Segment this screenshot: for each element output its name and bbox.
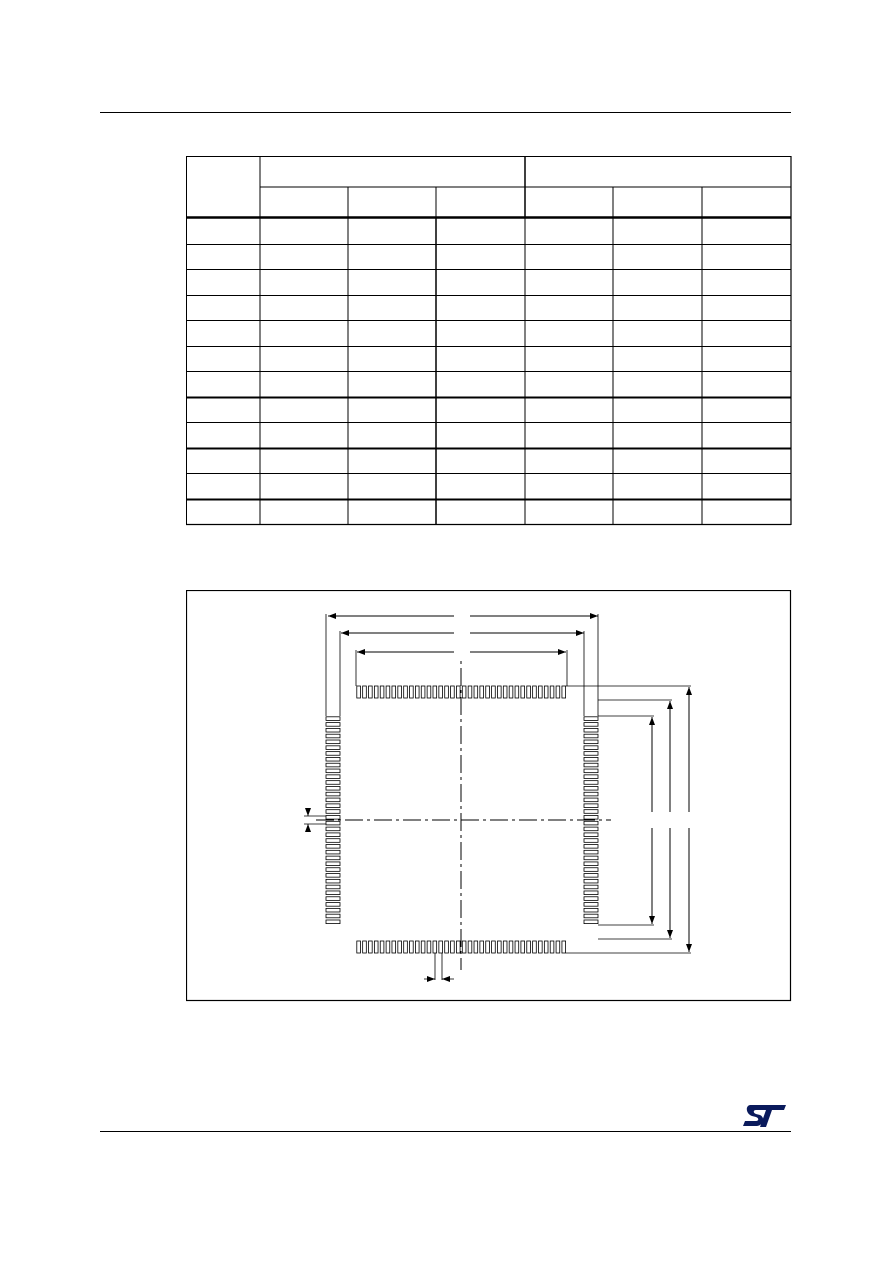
land-pad [503,941,507,953]
land-pad [584,850,598,854]
land-pad [433,941,437,953]
land-pad [357,686,361,698]
land-pad [386,941,390,953]
land-pad [584,920,598,924]
land-pad [550,686,554,698]
land-pad [584,885,598,889]
land-pad [584,786,598,790]
land-pad [584,804,598,808]
land-pad [584,792,598,796]
land-pad [521,686,525,698]
land-pad [326,897,340,901]
land-pad [584,723,598,727]
land-pad [584,746,598,750]
land-pad [584,891,598,895]
land-pad [456,941,460,953]
land-pad [326,757,340,761]
land-pad [326,856,340,860]
land-pad [326,728,340,732]
land-pad [474,686,478,698]
land-pad [357,941,361,953]
land-pad [527,686,531,698]
land-pad [445,686,449,698]
land-pad [326,746,340,750]
land-pad [392,941,396,953]
land-pad [326,885,340,889]
land-pad [544,686,548,698]
land-pad [326,810,340,814]
land-pad [421,686,425,698]
land-pad [392,686,396,698]
land-pad [326,821,340,825]
land-pad [584,821,598,825]
land-pad [584,763,598,767]
land-pad [584,810,598,814]
land-pad [374,686,378,698]
dimension-table [186,156,792,526]
land-pad [410,941,414,953]
land-pad [544,941,548,953]
land-pad [326,717,340,721]
land-pad [462,941,466,953]
land-pad [562,686,566,698]
land-pad [433,686,437,698]
land-pad [326,781,340,785]
land-pad [480,941,484,953]
land-pad [326,920,340,924]
land-pad [515,941,519,953]
land-pad [584,815,598,819]
land-pad [584,757,598,761]
land-pad [584,775,598,779]
land-pad [550,941,554,953]
land-pad [451,941,455,953]
land-pad [584,879,598,883]
land-pad [456,686,460,698]
land-pad [492,941,496,953]
land-pad [439,941,443,953]
land-pad [584,798,598,802]
land-pad [427,686,431,698]
land-pad [326,862,340,866]
land-pad [533,686,537,698]
land-pad [492,686,496,698]
land-pad [326,752,340,756]
land-pad [584,827,598,831]
land-pad [415,941,419,953]
land-pad [538,941,542,953]
land-pad [538,686,542,698]
land-pad [509,941,513,953]
land-pad [326,879,340,883]
land-pad [421,941,425,953]
label-gap [454,610,470,658]
st-logo-shape [743,1105,786,1127]
land-pad [515,686,519,698]
land-pad [445,941,449,953]
land-pad [326,868,340,872]
land-pad [326,786,340,790]
land-pad [468,686,472,698]
land-pad [326,839,340,843]
land-pad [326,827,340,831]
land-pad [497,686,501,698]
land-pad [326,734,340,738]
land-pad [369,941,373,953]
land-pad [374,941,378,953]
land-pad [584,740,598,744]
land-pad [326,903,340,907]
land-pad [427,941,431,953]
land-pad [468,941,472,953]
land-pad [369,686,373,698]
land-pad [556,941,560,953]
land-pad [363,686,367,698]
land-pad [326,775,340,779]
land-pad [521,941,525,953]
land-pad [404,686,408,698]
st-logo [742,1104,788,1128]
header-rule [100,112,791,113]
land-pad [480,686,484,698]
land-pad [462,686,466,698]
land-pad [326,908,340,912]
land-pad [584,833,598,837]
land-pad [326,815,340,819]
land-pad [584,769,598,773]
land-pad [584,868,598,872]
land-pad [584,908,598,912]
land-pad [326,845,340,849]
land-pad [363,941,367,953]
land-pad [326,833,340,837]
land-pad [326,763,340,767]
land-pad [584,914,598,918]
land-pad [584,874,598,878]
land-pad [415,686,419,698]
land-pad [380,941,384,953]
land-pad [584,728,598,732]
land-pad [326,723,340,727]
land-pad [398,941,402,953]
footprint-diagram [186,590,792,1002]
land-pad [584,839,598,843]
land-pad [584,734,598,738]
land-pad [509,686,513,698]
land-pad [503,686,507,698]
land-pad [439,686,443,698]
land-pad [386,686,390,698]
land-pad [326,850,340,854]
land-pad [527,941,531,953]
land-pad [584,717,598,721]
land-pad [326,891,340,895]
land-pad [584,845,598,849]
land-pad [326,914,340,918]
land-pad [486,686,490,698]
label-gap [646,812,694,828]
land-pad [326,798,340,802]
land-pad [584,903,598,907]
land-pad [533,941,537,953]
land-pad [451,686,455,698]
land-pad [562,941,566,953]
land-pad [326,769,340,773]
land-pad [326,792,340,796]
land-pad [486,941,490,953]
land-pad [404,941,408,953]
land-pad [410,686,414,698]
land-pad [326,804,340,808]
land-pad [474,941,478,953]
land-pad [584,781,598,785]
land-pad [380,686,384,698]
land-pad [497,941,501,953]
land-pad [398,686,402,698]
land-pad [584,856,598,860]
land-pad [326,874,340,878]
land-pad [584,752,598,756]
footer-rule [100,1131,791,1132]
land-pad [584,862,598,866]
land-pad [326,740,340,744]
land-pad [556,686,560,698]
land-pad [584,897,598,901]
